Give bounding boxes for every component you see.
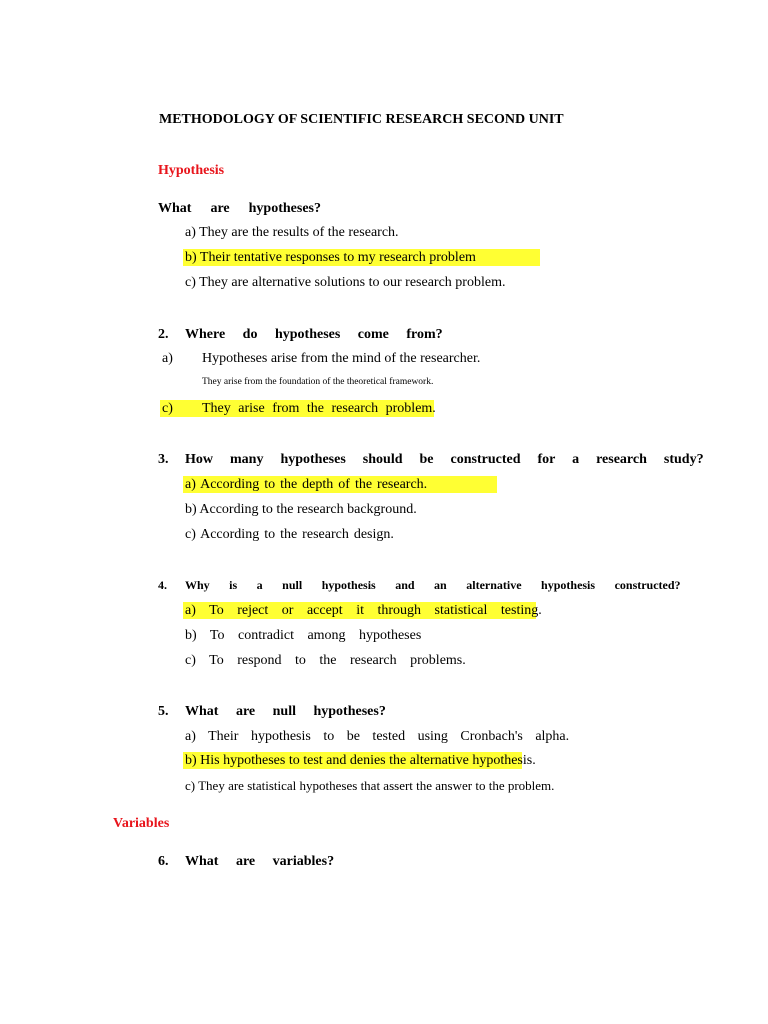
question-1-word: are <box>210 201 230 216</box>
q3-option-b: b) According to the research background. <box>185 502 417 517</box>
section-heading-hypothesis: Hypothesis <box>158 163 225 178</box>
q5-option-c: c) They are statistical hypotheses that assert the answer to the problem. <box>185 778 555 793</box>
q4-option-a: a) To reject or accept it through statistical testing. <box>185 603 542 618</box>
question-4-number: 4. <box>158 578 167 592</box>
q1-option-b: b) Their tentative responses to my research problem <box>185 250 476 265</box>
q2-option-a: Hypotheses arise from the mind of the researcher. <box>202 351 481 366</box>
question-5-number: 5. <box>158 704 169 719</box>
question-2-number: 2. <box>158 327 169 342</box>
question-3-number: 3. <box>158 452 169 467</box>
q1-option-a: a) They are the results of the research. <box>185 225 399 240</box>
q2-option-c: They arise from the research problem. <box>202 401 436 416</box>
question-6-text: What are variables? <box>185 854 335 869</box>
question-1-word: What <box>158 201 192 216</box>
q2-option-b: They arise from the foundation of the theoretical framework. <box>202 377 434 387</box>
question-2-text: Where do hypotheses come from? <box>185 327 443 342</box>
question-3-text: How many hypotheses should be constructed for a research study? <box>185 452 704 467</box>
section-heading-variables: Variables <box>113 816 170 831</box>
q5-option-b: b) His hypotheses to test and denies the alternative hypothesis. <box>185 753 536 768</box>
question-5-text: What are null hypotheses? <box>185 704 386 719</box>
q1-option-c: c) They are alternative solutions to our research problem. <box>185 275 506 290</box>
q4-option-c: c) To respond to the research problems. <box>185 653 466 668</box>
document-title: METHODOLOGY OF SCIENTIFIC RESEARCH SECOND UNIT <box>159 112 564 127</box>
question-1 <box>158 201 321 217</box>
q3-option-c: c) According to the research design. <box>185 527 394 542</box>
q5-option-a: a) Their hypothesis to be tested using Cronbach's alpha. <box>185 729 570 744</box>
q3-option-a: a) According to the depth of the research. <box>185 477 428 492</box>
q4-option-b: b) To contradict among hypotheses <box>185 628 422 643</box>
question-6-number: 6. <box>158 854 169 869</box>
question-4-text: Why is a null hypothesis and an alternative hypothesis constructed? <box>185 578 681 592</box>
q2-option-a-label: a) <box>162 351 173 366</box>
question-1-word: hypotheses? <box>248 201 321 216</box>
q2-option-c-label: c) <box>162 401 173 416</box>
